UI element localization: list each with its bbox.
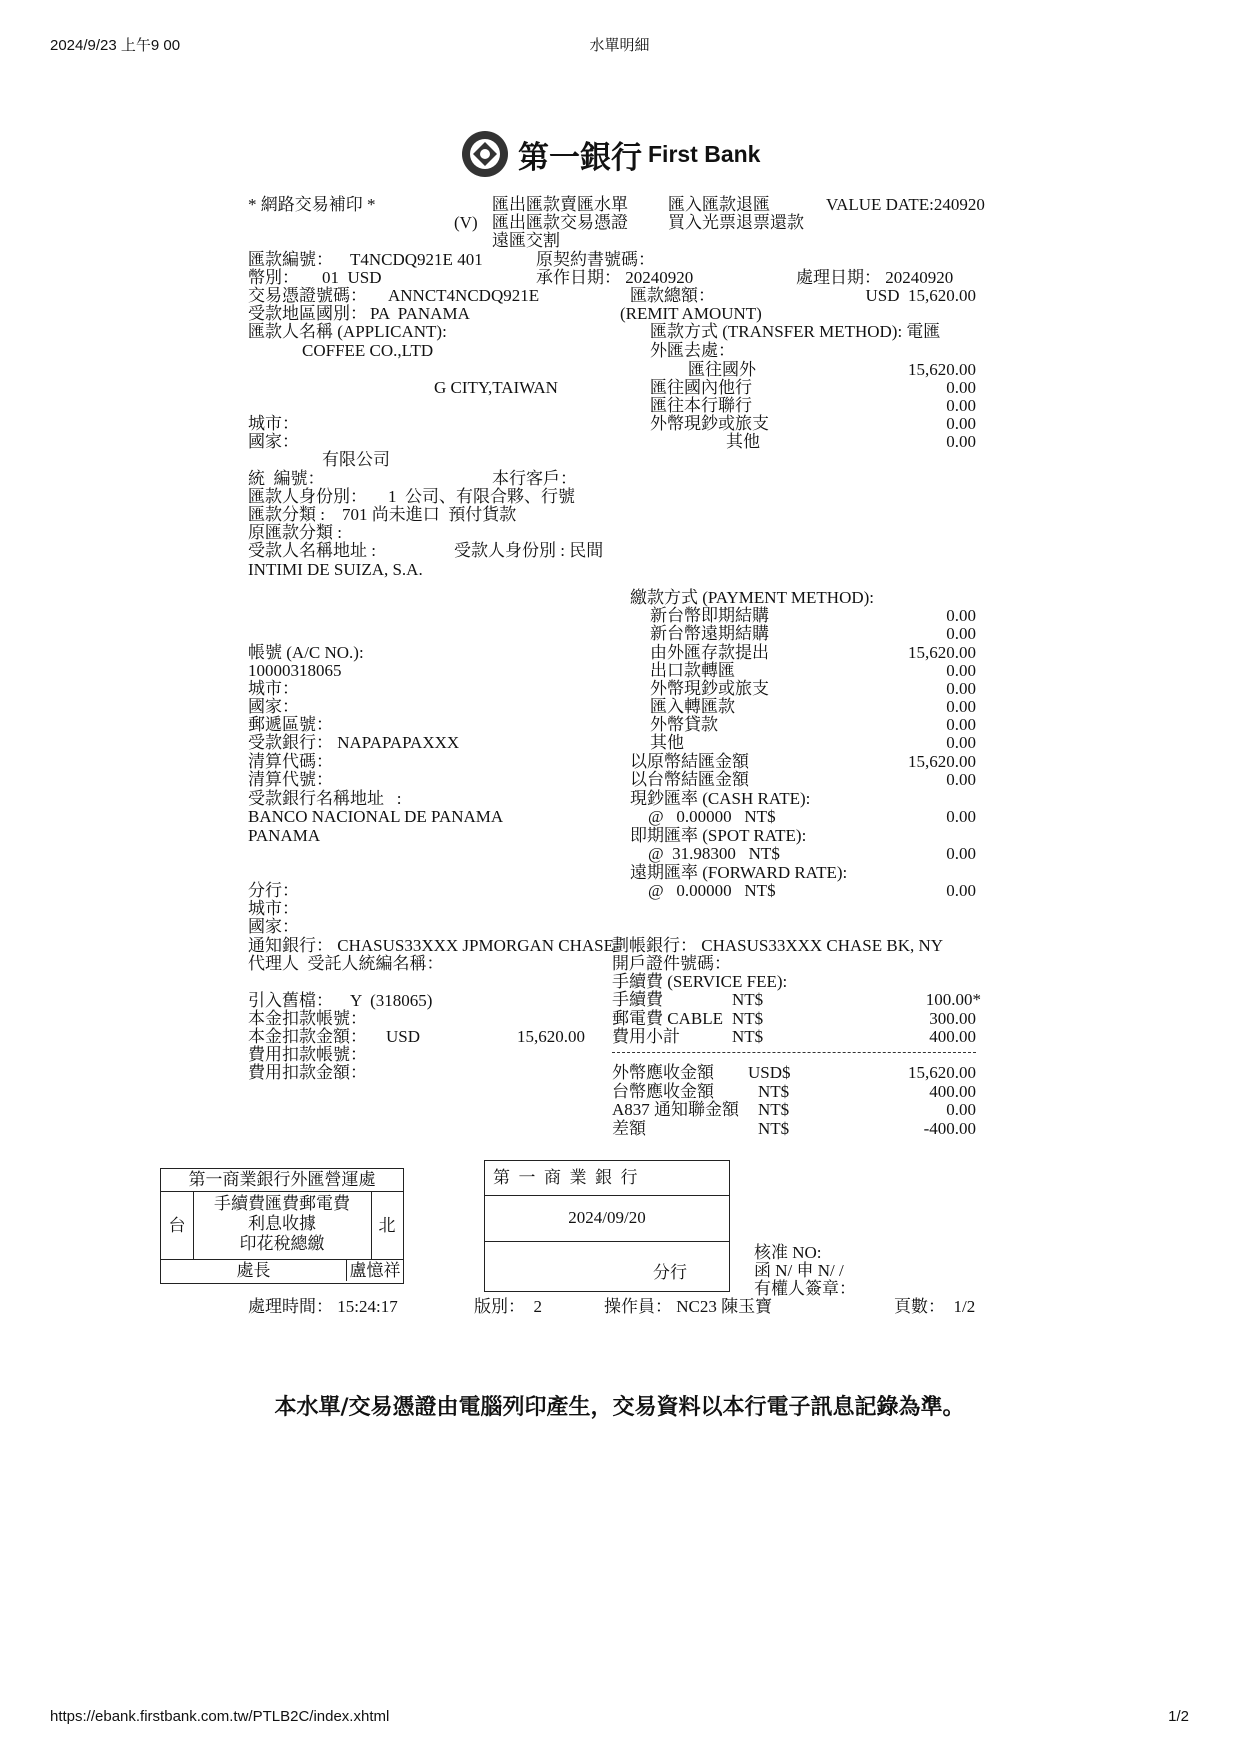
print-datetime: 2024/9/23 上午9 00 bbox=[50, 37, 181, 54]
stamp-line-2: 利息收據 bbox=[248, 1214, 316, 1233]
ben-bank-addr-label: 受款銀行名稱地址 : bbox=[248, 789, 402, 808]
stamp-line-3: 印花稅總繳 bbox=[239, 1234, 325, 1253]
old-file: Y (318065) bbox=[350, 991, 433, 1010]
stamp-date: 2024/09/20 bbox=[568, 1208, 646, 1227]
dest-label-1: 匯往國內他行 bbox=[650, 378, 752, 397]
approval-no: 核准 NO: bbox=[754, 1243, 822, 1262]
beneficiary-addr-label: 受款人名稱地址 : bbox=[248, 541, 376, 560]
clearing-no-label: 清算代號： bbox=[248, 770, 333, 789]
applicant-label: 匯款人名稱 (APPLICANT): bbox=[248, 322, 447, 341]
nation-label: 國家： bbox=[248, 432, 299, 451]
old-file-label: 引入舊檔： bbox=[248, 991, 333, 1010]
remit-total-label: 匯款總額： bbox=[630, 286, 715, 305]
remit-total: USD 15,620.00 bbox=[865, 286, 976, 305]
remitter-type-label: 匯款人身份別： bbox=[248, 487, 367, 506]
branch-city-label: 城市： bbox=[248, 899, 299, 918]
page-count: 1/2 bbox=[1168, 1708, 1189, 1725]
spot-rate-value: 0.00 bbox=[946, 844, 976, 863]
payment-value-4: 0.00 bbox=[946, 679, 976, 698]
orig-amount: 15,620.00 bbox=[908, 752, 976, 771]
voucher-no-label: 交易憑證號碼： bbox=[248, 286, 367, 305]
payment-label-3: 出口款轉匯 bbox=[650, 661, 735, 680]
ben-nation-label: 國家： bbox=[248, 697, 299, 716]
dest-value-1: 0.00 bbox=[946, 378, 976, 397]
account-label: 帳號 (A/C NO.): bbox=[248, 643, 364, 662]
accept-date: 承作日期： 20240920 bbox=[536, 268, 694, 287]
process-time: 處理時間： 15:24:17 bbox=[248, 1297, 398, 1316]
cash-rate: @ 0.00000 NT$ bbox=[648, 807, 776, 826]
payment-value-5: 0.00 bbox=[946, 697, 976, 716]
recv-value-0: 15,620.00 bbox=[908, 1063, 976, 1082]
branch-label: 分行： bbox=[248, 881, 299, 900]
agent-label: 代理人 受託人統編名稱： bbox=[248, 954, 444, 973]
first-bank-logo-icon bbox=[460, 129, 510, 179]
stamp-left-char: 台 bbox=[168, 1216, 186, 1235]
fee-value-1: 300.00 bbox=[929, 1009, 976, 1028]
recv-value-3: -400.00 bbox=[923, 1119, 976, 1138]
fee-account-label: 費用扣款帳號： bbox=[248, 1045, 367, 1064]
postal-label: 郵遞區號： bbox=[248, 715, 333, 734]
version: 版別： 2 bbox=[474, 1297, 542, 1316]
operator: 操作員： NC23 陳玉寶 bbox=[604, 1297, 773, 1316]
payment-label-5: 匯入轉匯款 bbox=[650, 697, 735, 716]
branch-nation-label: 國家： bbox=[248, 917, 299, 936]
fee-label-0: 手續費 bbox=[612, 990, 663, 1009]
approval-letter: 函 N/ 申 N/ / bbox=[754, 1261, 844, 1280]
twd-amount-label: 以台幣結匯金額 bbox=[630, 770, 749, 789]
page-url: https://ebank.firstbank.com.tw/PTLB2C/index.xhtml bbox=[50, 1708, 390, 1725]
stamp-bank-name: 第 一 商 業 銀 行 bbox=[493, 1168, 638, 1187]
applicant-name: COFFEE CO.,LTD bbox=[302, 341, 434, 360]
remit-class: 701 尚未進口 預付貨款 bbox=[342, 505, 517, 524]
payment-value-2: 15,620.00 bbox=[908, 643, 976, 662]
fee-label-2: 費用小計 bbox=[612, 1027, 680, 1046]
currency-label: 幣別： bbox=[248, 268, 299, 287]
doc-type-5: 買入光票退票還款 bbox=[668, 213, 804, 232]
payment-label-1: 新台幣遠期結購 bbox=[650, 624, 769, 643]
remit-class-label: 匯款分類 : bbox=[248, 505, 325, 524]
transfer-bank: 劃帳銀行： CHASUS33XXX CHASE BK, NY bbox=[612, 936, 944, 955]
fee-amount-label: 費用扣款金額： bbox=[248, 1063, 367, 1082]
principal-amount-cur: USD bbox=[386, 1027, 421, 1046]
fee-value-0: 100.00* bbox=[925, 990, 981, 1009]
bank-name-zh: 第一銀行 bbox=[518, 139, 642, 176]
city-label: 城市： bbox=[248, 414, 299, 433]
cert-no-label: 開戶證件號碼： bbox=[612, 954, 731, 973]
currency: 01 USD bbox=[322, 268, 382, 287]
remitter-type: 1 公司、有限合夥、行號 bbox=[388, 487, 575, 506]
recv-cur-3: NT$ bbox=[758, 1119, 790, 1138]
recv-cur-2: NT$ bbox=[758, 1100, 790, 1119]
recv-value-1: 400.00 bbox=[929, 1082, 976, 1101]
ben-bank-name: BANCO NACIONAL DE PANAMA bbox=[248, 807, 504, 826]
remit-no-label: 匯款編號： bbox=[248, 250, 333, 269]
company-type: 有限公司 bbox=[322, 450, 390, 469]
payment-value-6: 0.00 bbox=[946, 715, 976, 734]
stamp-title: 第一商業銀行外匯營運處 bbox=[188, 1170, 376, 1189]
stamp-line-1: 手續費匯費郵電費 bbox=[214, 1194, 350, 1213]
principal-account-label: 本金扣款帳號： bbox=[248, 1009, 367, 1028]
spot-rate: @ 31.98300 NT$ bbox=[648, 844, 780, 863]
remit-amount-en: (REMIT AMOUNT) bbox=[620, 304, 762, 323]
fee-cur-1: NT$ bbox=[732, 1009, 764, 1028]
ben-city-label: 城市： bbox=[248, 679, 299, 698]
fee-cur-2: NT$ bbox=[732, 1027, 764, 1046]
disclaimer-note: 本水單/交易憑證由電腦列印產生，交易資料以本行電子訊息記錄為準。 bbox=[274, 1395, 965, 1420]
country: PA PANAMA bbox=[370, 304, 470, 323]
separator-line bbox=[612, 1052, 976, 1053]
transfer-method: 匯款方式 (TRANSFER METHOD): 電匯 bbox=[650, 322, 941, 341]
destination-label: 外匯去處： bbox=[650, 341, 735, 360]
bank-date-stamp bbox=[484, 1160, 730, 1292]
contract-no-label: 原契約書號碼： bbox=[536, 250, 655, 269]
cash-rate-label: 現鈔匯率 (CASH RATE): bbox=[630, 789, 811, 808]
orig-amount-label: 以原幣結匯金額 bbox=[630, 752, 749, 771]
twd-amount: 0.00 bbox=[946, 770, 976, 789]
reprint-mark: * 網路交易補印 * bbox=[248, 195, 376, 214]
dest-label-4: 其他 bbox=[726, 432, 760, 451]
dest-value-2: 0.00 bbox=[946, 396, 976, 415]
stamp-right-char: 北 bbox=[378, 1216, 396, 1235]
fwd-rate-label: 遠期匯率 (FORWARD RATE): bbox=[630, 863, 848, 882]
payment-value-0: 0.00 bbox=[946, 606, 976, 625]
value-date: VALUE DATE:240920 bbox=[826, 195, 985, 214]
ben-bank-country: PANAMA bbox=[248, 826, 321, 845]
stamp-divider-2 bbox=[485, 1241, 729, 1242]
recv-label-1: 台幣應收金額 bbox=[612, 1082, 714, 1101]
stamp-divider-1 bbox=[485, 1195, 729, 1196]
bank-name-en: First Bank bbox=[648, 140, 761, 167]
stamp-branch: 分行 bbox=[653, 1263, 687, 1282]
payment-value-3: 0.00 bbox=[946, 661, 976, 680]
doc-type-3: 遠匯交割 bbox=[492, 231, 560, 250]
payment-value-7: 0.00 bbox=[946, 733, 976, 752]
doc-type-1: 匯出匯款賣匯水單 bbox=[492, 195, 628, 214]
recv-value-2: 0.00 bbox=[946, 1100, 976, 1119]
fwd-rate-value: 0.00 bbox=[946, 881, 976, 900]
receipt-stamp bbox=[160, 1168, 404, 1284]
dest-label-3: 外幣現鈔或旅支 bbox=[650, 414, 769, 433]
approval-signature: 有權人簽章： bbox=[754, 1279, 856, 1298]
payment-label-2: 由外匯存款提出 bbox=[650, 643, 769, 662]
dest-label-0: 匯往國外 bbox=[688, 360, 756, 379]
dest-value-4: 0.00 bbox=[946, 432, 976, 451]
principal-amount: 15,620.00 bbox=[517, 1027, 585, 1046]
ben-bank: 受款銀行： NAPAPAPAXXX bbox=[248, 733, 460, 752]
cash-rate-value: 0.00 bbox=[946, 807, 976, 826]
payment-label-4: 外幣現鈔或旅支 bbox=[650, 679, 769, 698]
recv-label-2: A837 通知聯金額 bbox=[612, 1100, 740, 1119]
clearing-code-label: 清算代碼： bbox=[248, 752, 333, 771]
beneficiary-type: 受款人身份別 : 民間 bbox=[454, 541, 604, 560]
payment-label-0: 新台幣即期結購 bbox=[650, 606, 769, 625]
doc-type-4: 匯入匯款退匯 bbox=[668, 195, 770, 214]
process-date: 處理日期： 20240920 bbox=[796, 268, 954, 287]
fee-label-1: 郵電費 CABLE bbox=[612, 1009, 723, 1028]
dest-value-0: 15,620.00 bbox=[908, 360, 976, 379]
tax-id-label: 統 編號： bbox=[248, 469, 325, 488]
dest-value-3: 0.00 bbox=[946, 414, 976, 433]
payment-title: 繳款方式 (PAYMENT METHOD): bbox=[630, 588, 875, 607]
advise-bank: 通知銀行： CHASUS33XXX JPMORGAN CHASE bbox=[248, 936, 615, 955]
recv-label-0: 外幣應收金額 bbox=[612, 1063, 714, 1082]
payment-label-6: 外幣貸款 bbox=[650, 715, 718, 734]
orig-class-label: 原匯款分類 : bbox=[248, 523, 342, 542]
payment-label-7: 其他 bbox=[650, 733, 684, 752]
beneficiary-name: INTIMI DE SUIZA, S.A. bbox=[248, 560, 423, 579]
account-no: 10000318065 bbox=[248, 661, 342, 680]
recv-cur-1: NT$ bbox=[758, 1082, 790, 1101]
v-mark: (V) bbox=[454, 213, 478, 232]
dest-label-2: 匯往本行聯行 bbox=[650, 396, 752, 415]
remit-no: T4NCDQ921E 401 bbox=[350, 250, 483, 269]
bank-logo bbox=[460, 128, 760, 180]
page-number: 頁數： 1/2 bbox=[894, 1297, 976, 1316]
stamp-director-label: 處長 bbox=[236, 1261, 271, 1280]
fee-cur-0: NT$ bbox=[732, 990, 764, 1009]
applicant-city: G CITY,TAIWAN bbox=[434, 378, 558, 397]
doc-type-2: 匯出匯款交易憑證 bbox=[492, 213, 628, 232]
fwd-rate: @ 0.00000 NT$ bbox=[648, 881, 776, 900]
spot-rate-label: 即期匯率 (SPOT RATE): bbox=[630, 826, 807, 845]
payment-value-1: 0.00 bbox=[946, 624, 976, 643]
fee-value-2: 400.00 bbox=[929, 1027, 976, 1046]
service-fee-title: 手續費 (SERVICE FEE): bbox=[612, 972, 788, 991]
recv-cur-0: USD$ bbox=[748, 1063, 791, 1082]
voucher-no: ANNCT4NCDQ921E bbox=[388, 286, 540, 305]
recv-label-3: 差額 bbox=[612, 1119, 646, 1138]
bank-customer-label: 本行客戶： bbox=[492, 469, 577, 488]
page-title: 水單明細 bbox=[589, 37, 650, 54]
stamp-director-name: 盧憶祥 bbox=[349, 1261, 401, 1280]
country-label: 受款地區國別： bbox=[248, 304, 367, 323]
principal-amount-label: 本金扣款金額： bbox=[248, 1027, 367, 1046]
